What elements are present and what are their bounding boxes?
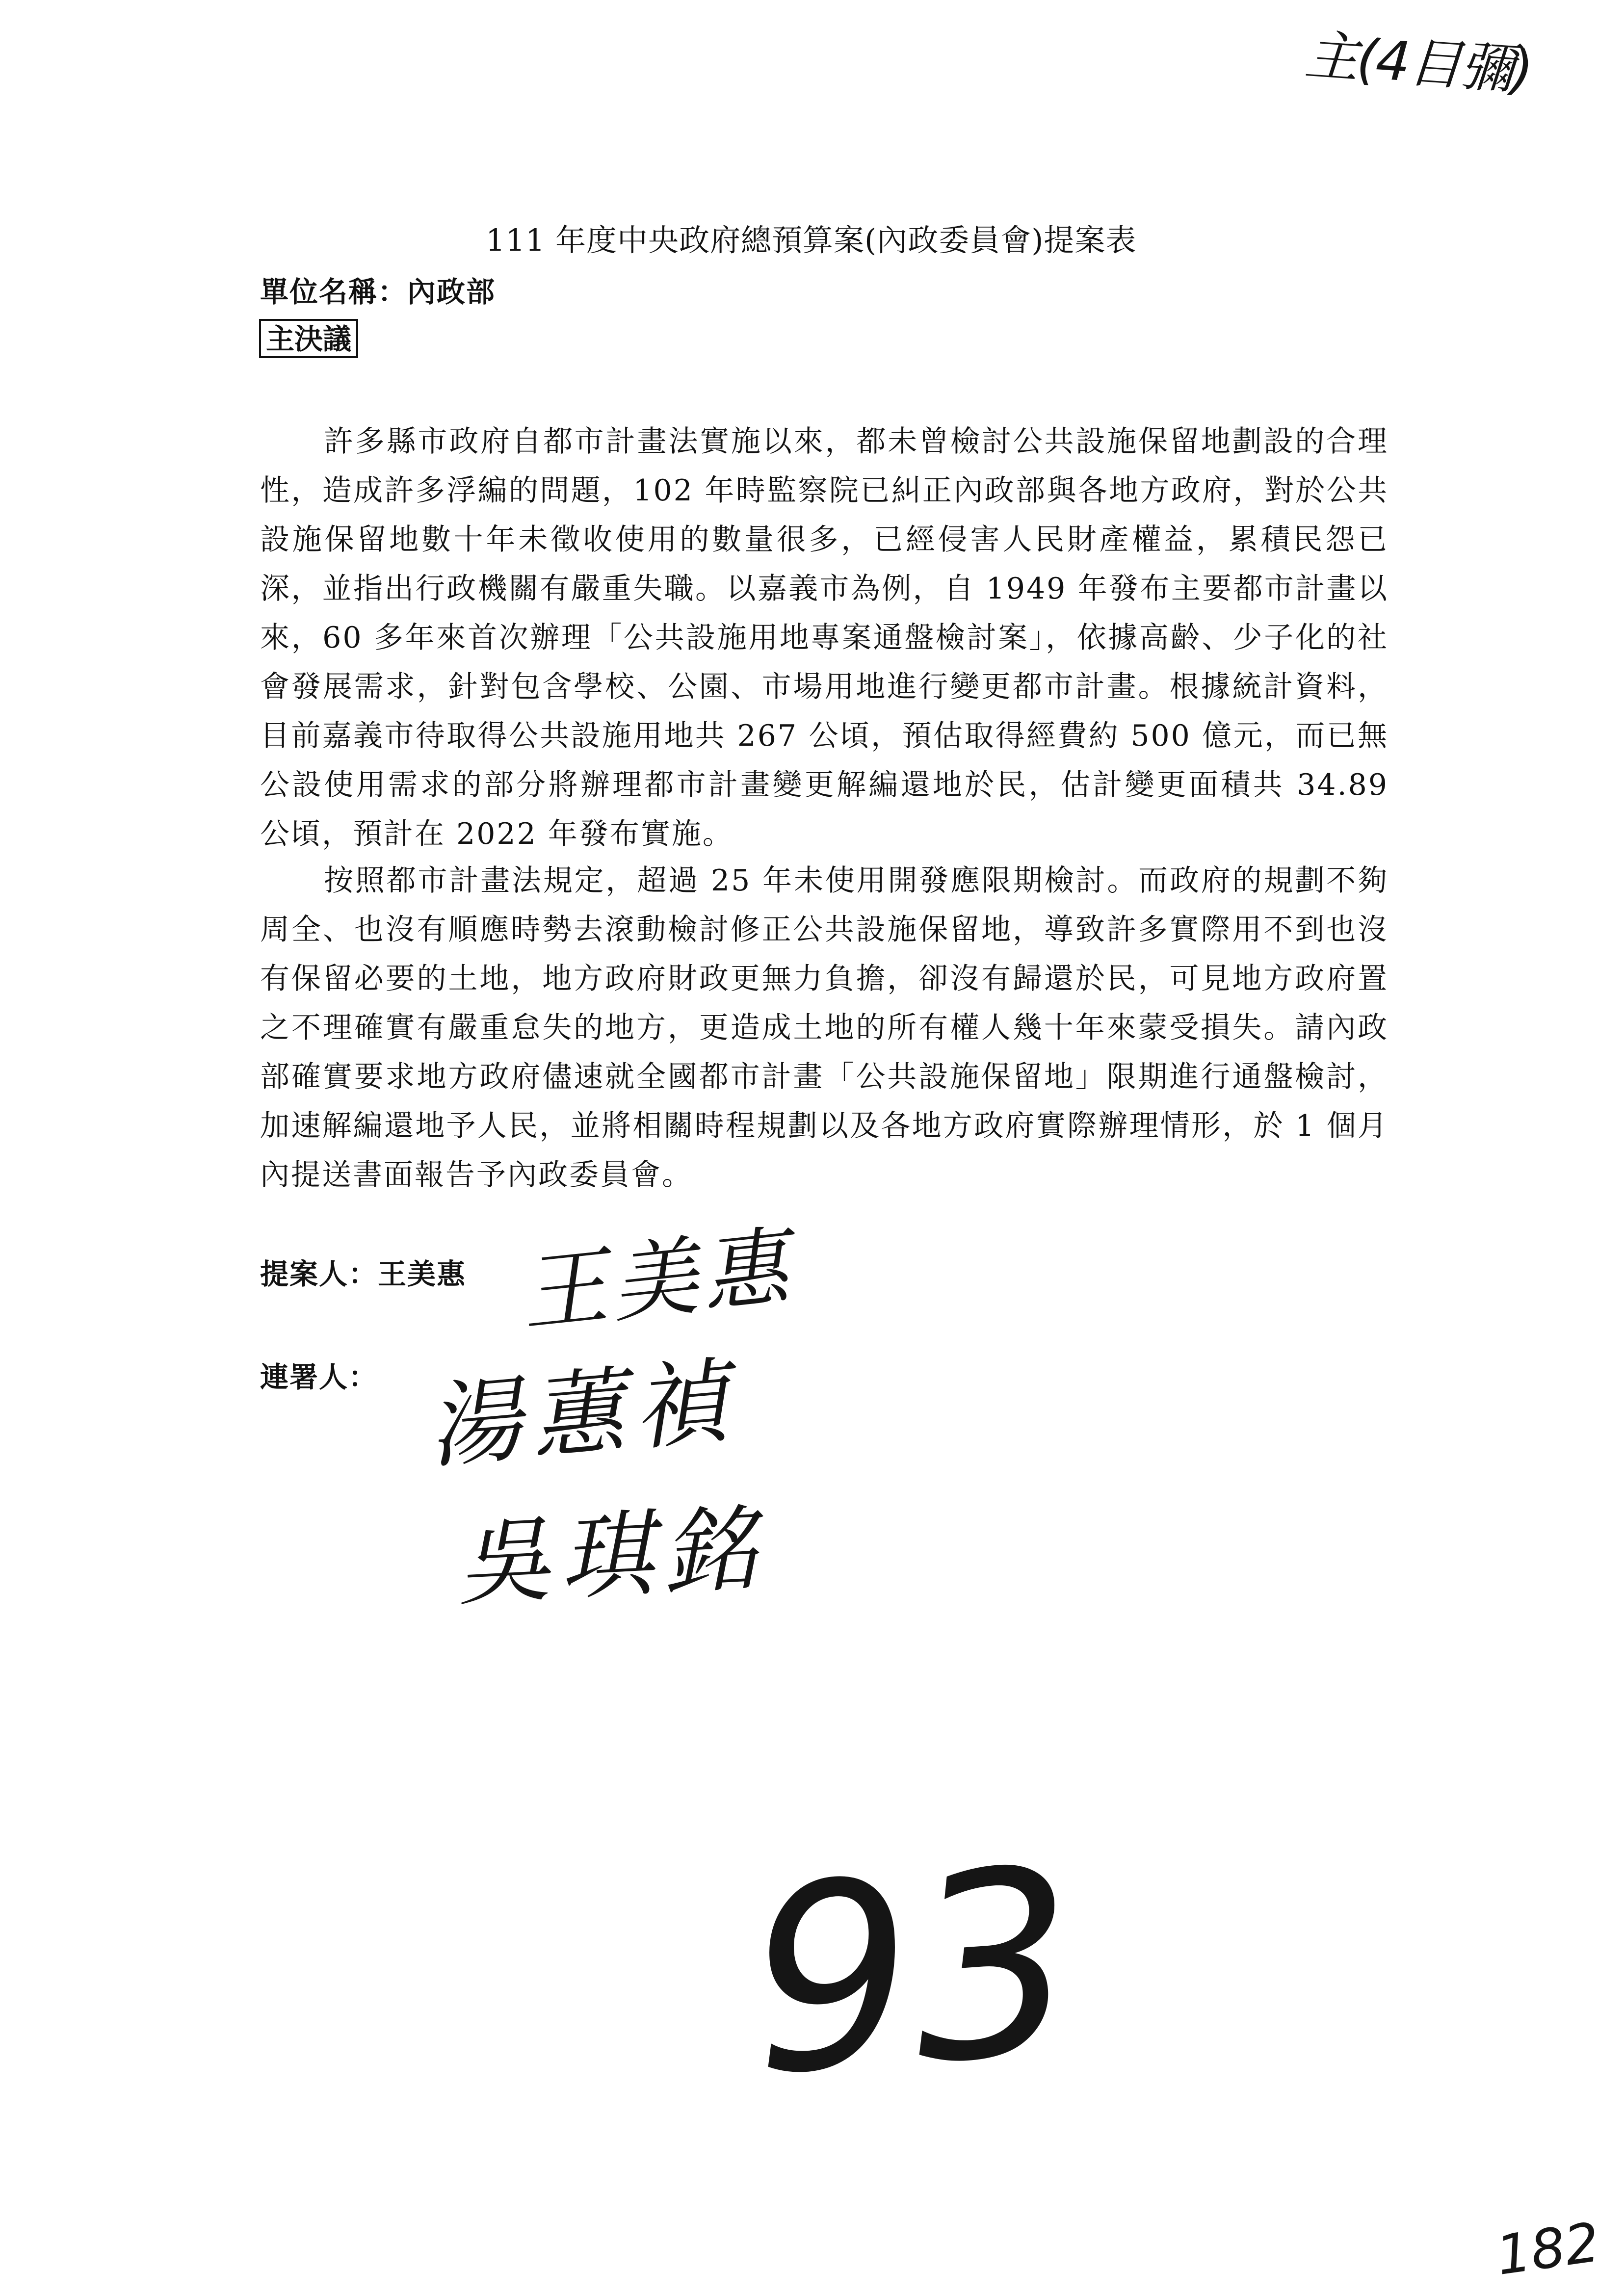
proposer-line	[260, 1251, 466, 1292]
body-paragraph-2: 按照都市計畫法規定，超過 25 年未使用開發應限期檢討。而政府的規劃不夠周全、也沒有順應時勢去滾動檢討修正公共設施保留地，導致許多實際用不到也沒有保留必要的土地，地方政府財政更無力負擔，卻沒有歸還於民，可見地方政府置之不理確實有嚴重怠失的地方，更造成土地的所有權人幾十年來蒙受損失。請內政部確實要求地方政府儘速就全國都市計畫「公共設施保留地」限期進行通盤檢討，加速解編還地予人民，並將相關時程規劃以及各地方政府實際辦理情形，於 1 個月內提送書面報告予內政委員會。	[260, 863, 1388, 1192]
body-paragraph-1: 許多縣市政府自都市計畫法實施以來，都未曾檢討公共設施保留地劃設的合理性，造成許多浮編的問題，102 年時監察院已糾正內政部與各地方政府，對於公共設施保留地數十年未徵收使用的數量很多，已經侵害人民財產權益，累積民怨已深，並指出行政機關有嚴重失職。以嘉義市為例，自 1949 年發布主要都市計畫以來，60 多年來首次辦理「公共設施用地專案通盤檢討案」，依據高齡、少子化的社會發展需求，針對包含學校、公園、市場用地進行變更都市計畫。根據統計資料，目前嘉義市待取得公共設施用地共 267 公頃，預估取得經費約 500 億元，而已無公設使用需求的部分將辦理都市計畫變更解編還地於民，估計變更面積共 34.89 公頃，預計在 2022 年發布實施。	[260, 424, 1388, 851]
cosigner-label: 連署人：	[260, 1360, 378, 1394]
proposer-label: 提案人：	[260, 1257, 378, 1291]
resolution-type-box: 主決議	[259, 319, 358, 358]
corner-handwritten-note: 主(4目彌)	[1303, 24, 1534, 102]
unit-value: 內政部	[407, 275, 496, 309]
page-mark: 182	[1493, 2211, 1603, 2287]
unit-label: 單位名稱：	[260, 275, 408, 309]
cosigner-signature-2: 吳琪銘	[454, 1494, 769, 1619]
proposer-signature: 王美惠	[516, 1217, 798, 1345]
cosigner-signature-1: 湯蕙禎	[423, 1346, 741, 1482]
handwritten-number: 93	[740, 1812, 1086, 2132]
document-title: 111 年度中央政府總預算案(內政委員會)提案表	[486, 222, 1137, 258]
unit-line	[260, 269, 496, 310]
proposer-name: 王美惠	[378, 1257, 467, 1291]
